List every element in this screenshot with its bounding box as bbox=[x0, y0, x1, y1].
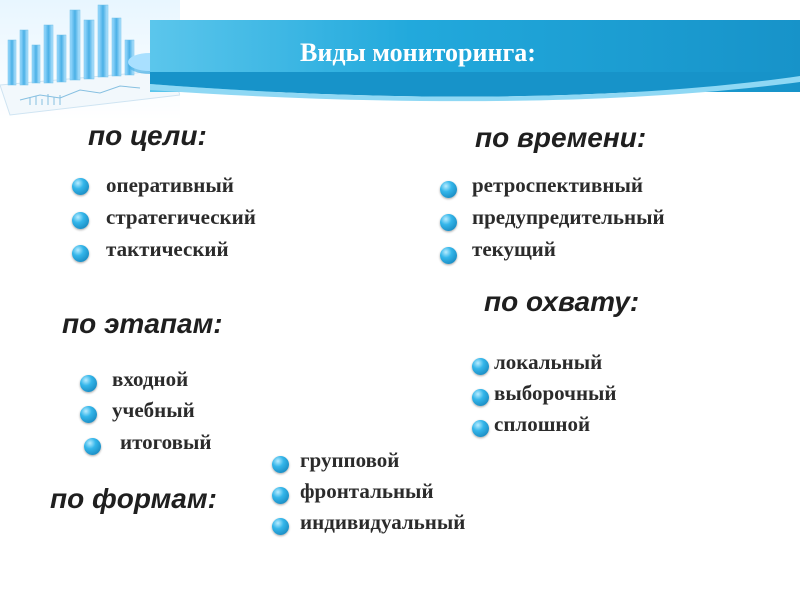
list-item: текущий bbox=[472, 237, 556, 261]
list-item: итоговый bbox=[120, 430, 212, 454]
list-item: входной bbox=[112, 367, 189, 391]
bullet-icon bbox=[72, 178, 89, 195]
bullet-icon bbox=[272, 456, 289, 473]
section-heading-forms: по формам: bbox=[50, 483, 217, 514]
section-heading-coverage: по охвату: bbox=[484, 286, 640, 317]
bullet-icon bbox=[80, 406, 97, 423]
section-heading-goal: по цели: bbox=[88, 120, 207, 151]
list-item: стратегический bbox=[106, 205, 256, 229]
bullet-icon bbox=[80, 375, 97, 392]
list-item: оперативный bbox=[106, 173, 234, 197]
section-heading-stages: по этапам: bbox=[62, 308, 223, 339]
list-item: фронтальный bbox=[300, 479, 434, 503]
page-title: Виды мониторинга: bbox=[300, 38, 536, 67]
list-item: индивидуальный bbox=[300, 510, 466, 534]
bullet-icon bbox=[472, 389, 489, 406]
bullet-icon bbox=[272, 487, 289, 504]
list-item: выборочный bbox=[494, 381, 617, 405]
list-item: групповой bbox=[300, 448, 400, 472]
list-item: ретроспективный bbox=[472, 173, 643, 197]
list-item: тактический bbox=[106, 237, 229, 261]
bullet-icon bbox=[440, 247, 457, 264]
bullet-icon bbox=[472, 420, 489, 437]
bullet-icon bbox=[440, 214, 457, 231]
bullet-icon bbox=[272, 518, 289, 535]
list-item: предупредительный bbox=[472, 205, 665, 229]
header-wave-decoration bbox=[150, 72, 800, 106]
bullet-icon bbox=[440, 181, 457, 198]
list-item: локальный bbox=[494, 350, 603, 374]
bullet-icon bbox=[84, 438, 101, 455]
bullet-icon bbox=[472, 358, 489, 375]
section-heading-time: по времени: bbox=[475, 122, 647, 153]
list-item: сплошной bbox=[494, 412, 591, 436]
bullet-icon bbox=[72, 245, 89, 262]
list-item: учебный bbox=[112, 398, 195, 422]
bullet-icon bbox=[72, 212, 89, 229]
